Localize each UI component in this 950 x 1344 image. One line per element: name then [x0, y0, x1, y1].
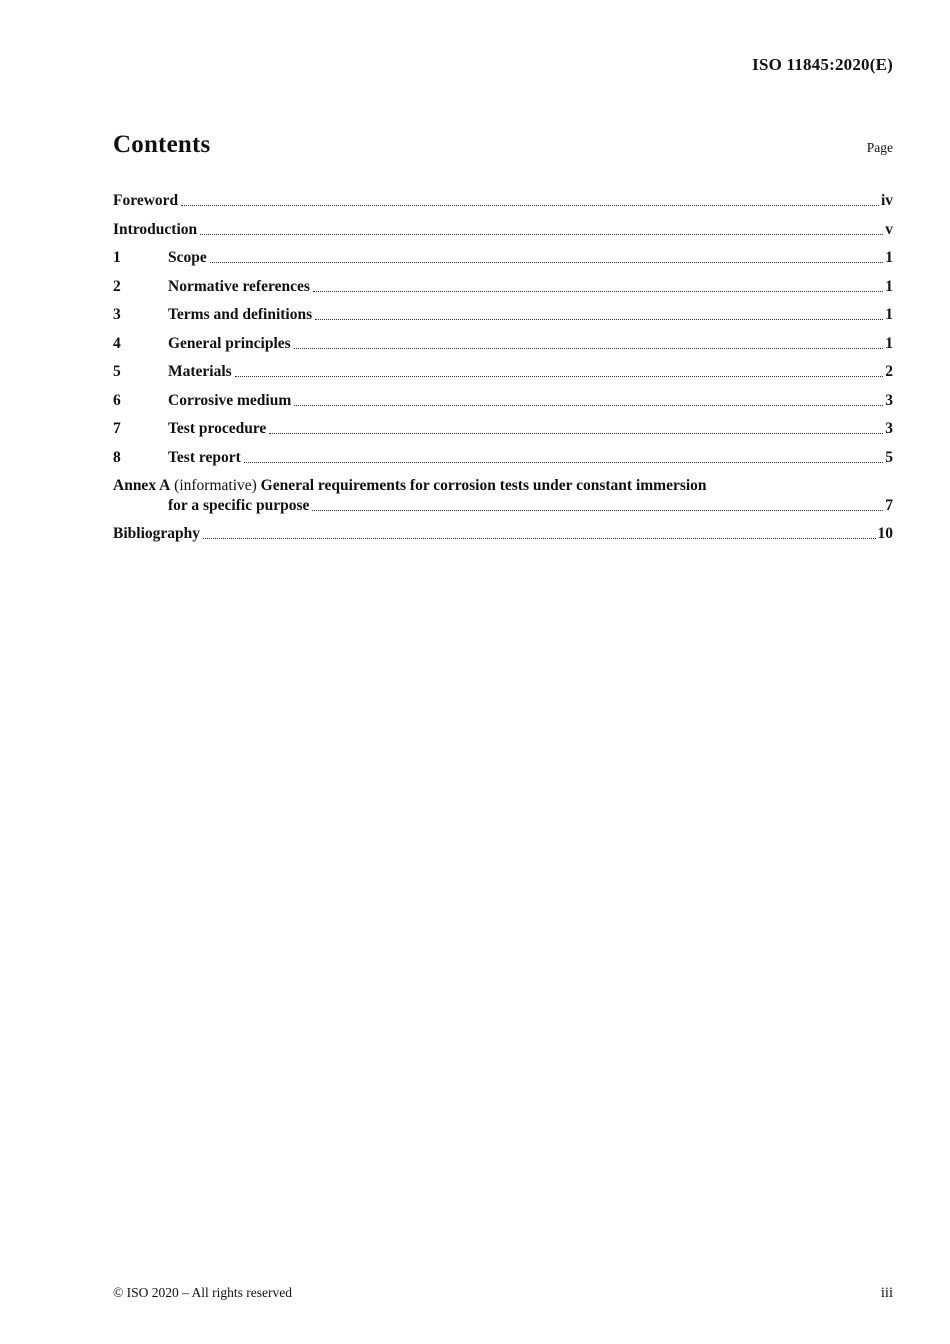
toc-entry-number: 7: [113, 420, 121, 437]
page-column-label: Page: [866, 140, 893, 155]
page-number: iii: [880, 1285, 893, 1301]
toc-entry-page: 10: [877, 525, 893, 542]
toc-annex-prefix: Annex A: [113, 477, 171, 494]
toc-entry-terms-and-definitions[interactable]: [113, 305, 893, 324]
dotted-leader: [210, 262, 884, 263]
toc-entry-page: 3: [885, 420, 893, 437]
toc-entry-label: Test report: [168, 448, 241, 466]
toc-entry-label: Test procedure: [168, 420, 267, 437]
toc-entry-bibliography[interactable]: [113, 524, 893, 543]
dotted-leader: [313, 291, 883, 292]
toc-entry-scope[interactable]: [113, 248, 893, 267]
toc-entry-number: 4: [113, 334, 121, 352]
toc-entry-page: 1: [885, 334, 893, 352]
toc-entry-foreword[interactable]: [113, 191, 893, 210]
toc-annex-heading-line: [113, 476, 893, 495]
toc-entry-page: 7: [885, 496, 893, 514]
toc-entry-label: General principles: [168, 334, 291, 352]
toc-entry-page: v: [885, 220, 893, 238]
toc-entry-introduction[interactable]: [113, 220, 893, 239]
toc-entry-label: Terms and definitions: [168, 306, 313, 323]
dotted-leader: [294, 405, 883, 406]
dotted-leader: [269, 433, 883, 434]
toc-entry-materials[interactable]: [113, 362, 893, 381]
dotted-leader: [200, 234, 883, 235]
dotted-leader: [312, 510, 883, 511]
contents-header: [113, 131, 893, 159]
toc-entry-label: Bibliography: [113, 525, 200, 542]
toc-entry-page: 5: [885, 448, 893, 466]
toc-entry-label: Introduction: [113, 220, 198, 238]
toc-entry-test-report[interactable]: [113, 448, 893, 467]
toc-entry-page: 1: [885, 306, 893, 323]
copyright-notice: © ISO 2020 – All rights reserved: [113, 1285, 292, 1300]
table-of-contents: [113, 191, 893, 553]
dotted-leader: [244, 462, 883, 463]
toc-annex-continuation-line: [113, 496, 893, 515]
toc-entry-label: Foreword: [113, 192, 179, 209]
dotted-leader: [235, 376, 884, 377]
toc-entry-general-principles[interactable]: [113, 334, 893, 353]
dotted-leader: [203, 538, 876, 539]
toc-entry-page: 1: [885, 277, 893, 295]
document-identifier: ISO 11845:2020(E): [752, 55, 893, 74]
toc-annex-title: General requirements for corrosion tests under constant immersion: [260, 477, 707, 494]
toc-entry-number: 5: [113, 363, 121, 380]
page-footer: [113, 1285, 893, 1302]
toc-entry-label: Scope: [168, 249, 207, 266]
dotted-leader: [181, 205, 879, 206]
toc-entry-annex-a[interactable]: [113, 476, 893, 515]
contents-title: Contents: [113, 131, 211, 158]
dotted-leader: [294, 348, 884, 349]
toc-annex-note: (informative): [170, 477, 261, 494]
toc-entry-page: iv: [880, 192, 893, 209]
toc-entry-normative-references[interactable]: [113, 277, 893, 296]
toc-entry-test-procedure[interactable]: [113, 419, 893, 438]
toc-entry-page: 3: [885, 391, 893, 409]
toc-entry-number: 6: [113, 391, 121, 409]
toc-entry-number: 3: [113, 306, 121, 323]
toc-entry-label: Corrosive medium: [168, 391, 292, 409]
toc-entry-number: 1: [113, 249, 121, 266]
dotted-leader: [315, 319, 883, 320]
toc-entry-number: 2: [113, 277, 121, 295]
toc-entry-number: 8: [113, 448, 121, 466]
toc-entry-label: Materials: [168, 363, 232, 380]
toc-entry-page: 1: [885, 249, 893, 266]
toc-entry-page: 2: [885, 363, 893, 380]
toc-entry-label: for a specific purpose: [168, 496, 310, 514]
toc-entry-label: Normative references: [168, 277, 310, 295]
toc-entry-corrosive-medium[interactable]: [113, 391, 893, 410]
